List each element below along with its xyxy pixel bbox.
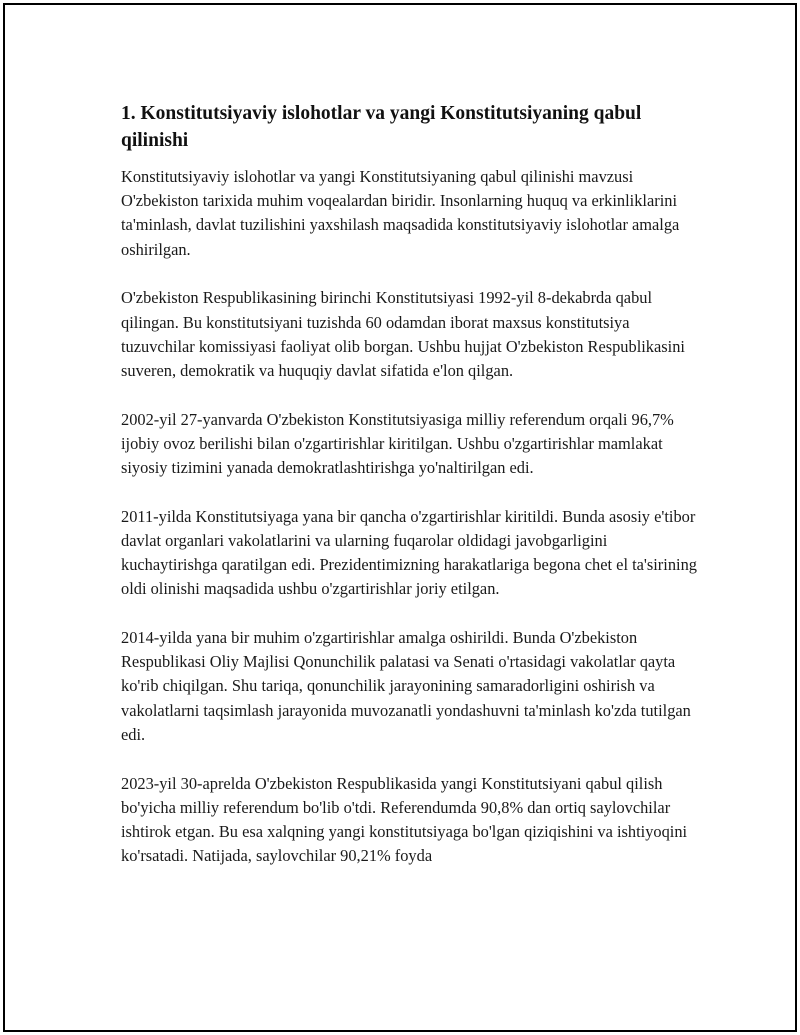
paragraph-2002-referendum: 2002-yil 27-yanvarda O'zbekiston Konstitutsiyasiga milliy referendum orqali 96,7% ijobiy ovoz berilishi bilan o'zgartirishlar kiritilgan. Ushbu o'zgartirishlar mamlakat siyosiy tizimini yanada demokratlashtirishga yo'naltirilgan edi. [121,409,674,478]
paragraph-2011-amendments: 2011-yilda Konstitutsiyaga yana bir qancha o'zgartirishlar kiritildi. Bunda asosiy e'tibor davlat organlari vakolatlarini va ularning fuqarolar oldidagi javobgarligini kuchaytirishga qaratilgan edi. Prezidentimizning harakatlariga begona chet el ta'sirining oldi olinishi maqsadida ushbu o'zgartirishlar joriy etilgan. [121,506,697,599]
paragraph-2023-referendum: 2023-yil 30-aprelda O'zbekiston Respublikasida yangi Konstitutsiyani qabul qilish bo'yicha milliy referendum bo'lib o'tdi. Referendumda 90,8% dan ortiq saylovchilar ishtirok etgan. Bu esa xalqning yangi konstitutsiyaga bo'lgan qiziqishini va ishtiyoqini ko'rsatadi. Natijada, saylovchilar 90,21% foyda [121,773,688,866]
section-heading: 1. Konstitutsiyaviy islohotlar va yangi Konstitutsiyaning qabul qilinishi [121,103,642,151]
document-body [121,100,701,893]
paragraph-1992-constitution: O'zbekiston Respublikasining birinchi Konstitutsiyasi 1992-yil 8-dekabrda qabul qilingan. Bu konstitutsiyani tuzishda 60 odamdan iborat maxsus konstitutsiya tuzuvchilar komissiyasi faoliyat olib borgan. Ushbu hujjat O'zbekiston Respublikasini suveren, demokratik va huquqiy davlat sifatida e'lon qilgan. [121,288,685,380]
paragraph-2014-amendments: 2014-yilda yana bir muhim o'zgartirishlar amalga oshirildi. Bunda O'zbekiston Respublikasi Oliy Majlisi Qonunchilik palatasi va Senati o'rtasidagi vakolatlar qayta ko'rib chiqilgan. Shu tariqa, qonunchilik jarayonining samaradorligini oshirish va vakolatlarni taqsimlash jarayonida muvozanatli yondashuvni ta'minlash ko'zda tutilgan edi. [121,628,691,744]
paragraph-intro: Konstitutsiyaviy islohotlar va yangi Konstitutsiyaning qabul qilinishi mavzusi O'zbekiston tarixida muhim voqealardan biridir. Insonlarning huquq va erkinliklarini ta'minlash, davlat tuzilishini yaxshilash maqsadida konstitutsiyaviy islohotlar amalga oshirilgan. [121,167,680,259]
page-frame [3,3,797,1032]
